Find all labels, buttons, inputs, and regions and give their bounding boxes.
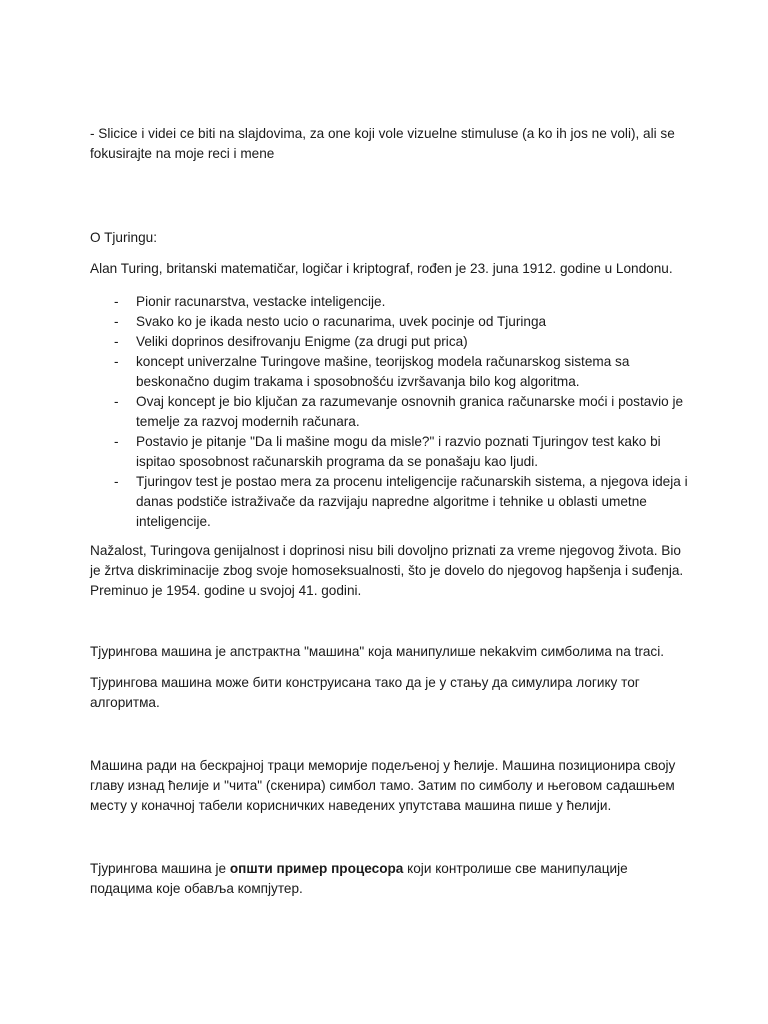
bullet-marker: - — [114, 394, 119, 409]
processor-paragraph — [90, 859, 690, 899]
section-heading: O Tjuringu: — [90, 230, 157, 245]
machine-operation-paragraph: Машина ради на бескрајној траци меморије подељеној у ћелије. Машина позиционира своју главу изнад ћелије и "чита" (скенира) симбол тамо. Затим по симболу и његовом садашњем месту у коначној табели корисничких наведених упутстава машина пише у ћелији. — [90, 758, 676, 813]
list-item — [90, 312, 690, 332]
bullet-marker: - — [114, 314, 119, 329]
list-item — [90, 292, 690, 312]
bullet-marker: - — [114, 294, 119, 309]
bullet-marker: - — [114, 434, 119, 449]
intro-paragraph: - Slicice i videi ce biti na slajdovima, za one koji vole vizuelne stimuluse (a ko ih jos ne voli), ali se fokusirajte na moje reci i mene — [90, 126, 675, 161]
list-item-text: Pionir racunarstva, vestacke inteligencije. — [136, 294, 386, 309]
list-item-text: Postavio je pitanje "Da li mašine mogu da misle?" i razvio poznati Tjuringov test kako bi ispitao sposobnost računarskih programa da se ponašaju kao ljudi. — [136, 434, 661, 469]
bullet-marker: - — [114, 354, 119, 369]
death-paragraph: Nažalost, Turingova genijalnost i doprinosi nisu bili dovoljno priznati za vreme njegovog života. Bio je žrtva diskriminacije zbog svoje homoseksualnosti, što je dovelo do njegovog hapšenja i suđenja. Preminuo je 1954. godine u svojoj 41. godini. — [90, 543, 684, 598]
document-page — [90, 124, 690, 899]
list-item-text: Svako ko je ikada nesto ucio o racunarima, uvek pocinje od Tjuringa — [136, 314, 547, 329]
processor-text-after: који контролише све манипулације подацима које обавља компјутер. — [90, 861, 628, 896]
bio-paragraph: Alan Turing, britanski matematičar, logičar i kriptograf, rođen je 23. juna 1912. godine u Londonu. — [90, 261, 673, 276]
list-item — [90, 432, 690, 472]
bullet-marker: - — [114, 474, 119, 489]
list-item-text: Ovaj koncept je bio ključan za razumevanje osnovnih granica računarske moći i postavio je temelje za razvoj modernih računara. — [136, 394, 684, 429]
list-item-text: Tjuringov test je postao mera za procenu inteligencije računarskih sistema, a njegova ideja i danas podstiče istraživače da razvijaju napredne algoritme i tehnike u oblasti umetne inteligencije. — [136, 474, 688, 529]
list-item — [90, 392, 690, 432]
list-item — [90, 352, 690, 392]
list-item — [90, 332, 690, 352]
processor-bold-text: општи пример процесора — [229, 861, 404, 876]
machine-abstract-paragraph: Тјурингова машина је апстрактна "машина" која манипулише nekakvim симболима na traci. — [90, 644, 665, 659]
bullet-marker: - — [114, 334, 119, 349]
list-item-text: koncept univerzalne Turingove mašine, teorijskog modela računarskog sistema sa beskonačno dugim trakama i sposobnošću izvršavanja bilo kog algoritma. — [136, 354, 630, 389]
list-item — [90, 472, 690, 532]
list-item-text: Veliki doprinos desifrovanju Enigme (za drugi put prica) — [136, 334, 468, 349]
machine-construct-paragraph: Тјурингова машина може бити конструисана тако да је у стању да симулира логику тог алгоритма. — [90, 675, 640, 710]
processor-text-before: Тјурингова машина је — [90, 861, 230, 876]
bullet-list — [90, 292, 690, 532]
